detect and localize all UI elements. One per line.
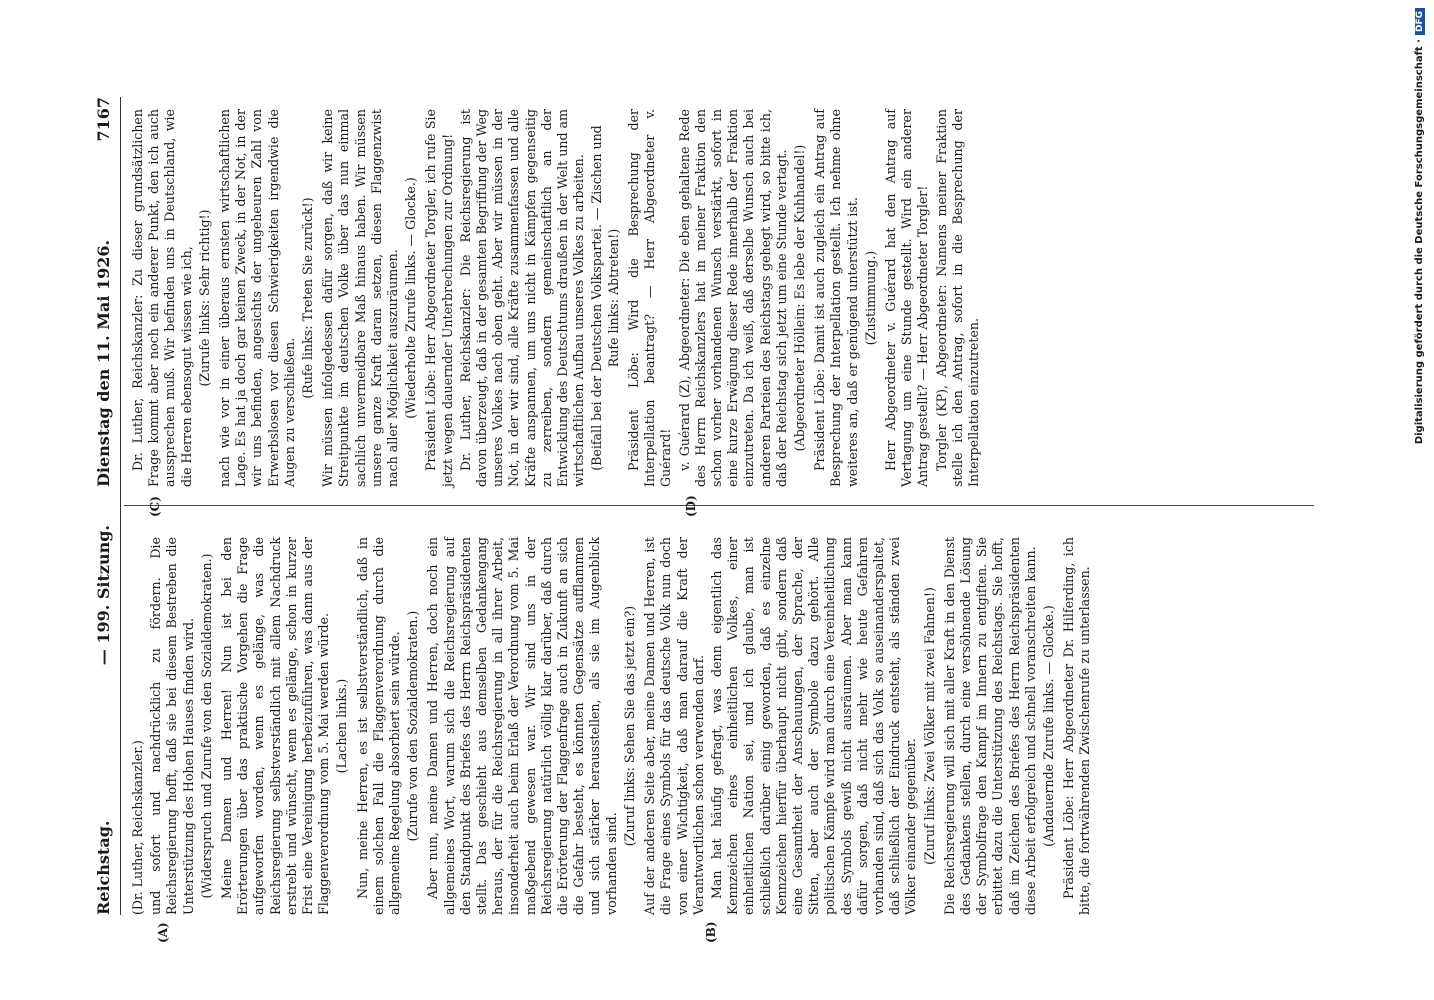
paragraph: nach wie vor in einer überaus ernsten wirtschaftlichen Lage. Es hat ja doch gar keinen Zweck, in der Not, in der wir uns befinden, angesichts der ungeheuren Zahl von Erwerbslosen vor diesen Schwierigkeiten irgendwie die Augen zu verschließen. (217, 109, 297, 487)
paragraph: Meine Damen und Herren! Nun ist bei den Erörterungen über das praktische Vorgehen die Frage aufgeworfen worden, wenn es gelänge, was die Reichsregierung selbstverständlich mit allem Nachdruck erstrebt und wünscht, wenn es gelänge, schon in kurzer Frist eine Vereinigung herbeizuführen, was dann aus der Flaggenverordnung vom 5. Mai werden würde. (219, 537, 332, 915)
interjection: (Widerspruch und Zurufe von den Sozialdemokraten.) (198, 553, 214, 899)
paragraph: und sofort und nachdrücklich zu fördern. Die Reichsregierung hofft, daß sie bei diesem Bestreben die Unterstützung des Hohen Hauses finden wird. (148, 537, 196, 915)
funding-note (1414, 8, 1430, 992)
left-column (130, 537, 1096, 915)
header-rule (120, 97, 121, 915)
margin-mark-c: (C) (148, 496, 162, 517)
speaker-paragraph: Präsident Löbe: Herr Abgeordneter Dr. Hilferding, ich bitte, die fortwährenden Zwischenrufe zu unterlassen. (1061, 537, 1093, 915)
header-left: Reichstag. (94, 820, 113, 915)
dfg-logo: DFG (1415, 8, 1425, 35)
speaker-paragraph: Präsident Löbe: Wird die Besprechung der Interpellation beantragt? — Herr Abgeordneter v. Guérard! (625, 109, 674, 487)
paragraph: Man hat häufig gefragt, was denn eigentlich das Kennzeichen eines einheitlichen Volkes, einer einheitlichen Nation sei, und ich glaube, man ist schließlich darüber einig geworden, daß es einzelne Kennzeichen hierfür überhaupt nicht gibt, sondern daß eine Gesamtheit der Anschauungen, der Sprache, der Sitten, aber auch der Symbole dazu gehört. Alle politischen Kämpfe wird man durch eine Vereinheitlichung des Symbols gewiß nicht ausräumen. Aber man kann dafür sorgen, daß nicht mehr wie heute Gefahren vorhanden sind, daß sich das Volk so auseinanderspaltet, daß schließlich der Eindruck entsteht, als ständen zwei Völker einander gegenüber. (708, 537, 919, 915)
interjection: (Wiederholte Zurufe links. — Glocke.) (403, 177, 419, 419)
paragraph: Auf der anderen Seite aber, meine Damen und Herren, ist die Frage eines Symbols für das deutsche Volk nun doch von einer Wichtigkeit, daß man darauf die Kraft der Verantwortlichen schon verwenden darf. (642, 537, 706, 915)
interjection: (Abgeordneter Höllein: Es lebe der Kuhhandel!) (791, 144, 807, 452)
interjection: (Zuruf links: Sehen Sie das jetzt ein?) (621, 605, 637, 847)
paragraph: Die Reichsregierung will sich mit aller Kraft in den Dienst des Gedankens stellen, durch eine versöhnende Lösung der Symbolfrage den Kampf im Innern zu entgiften. Sie erbittet dazu die Unterstützung des Reichstags. Sie hofft, daß im Zeichen des Briefes des Herrn Reichspräsidenten diese Arbeit erfolgreich und schnell voranschreiten kann. (941, 537, 1038, 915)
paragraph: Nun, meine Herren, es ist selbstverständlich, daß in einem solchen Fall die Flaggenverordnung durch die allgemeine Regelung absorbiert sein würde. (354, 537, 403, 915)
page-number: 7167 (94, 97, 113, 142)
paragraph: Herr Abgeordneter v. Guérard hat den Antrag auf Vertagung um eine Stunde gestellt. Wird ein anderer Antrag gestellt? — Herr Abgeordneter Torgler! (882, 109, 931, 487)
speaker-paragraph: Präsident Löbe: Damit ist auch zugleich ein Antrag auf Besprechung der Interpellation gestellt. Ich nehme ohne weiteres an, daß er genügend unterstützt ist. (812, 109, 860, 487)
column-divider (124, 505, 1314, 506)
interjection: (Beifall bei der Deutschen Volkspartei. — Zischen und Rufe links: Abtreten!) (589, 125, 621, 471)
speaker-paragraph: v. Guérard (Z), Abgeordneter: Die eben gehaltene Rede des Herrn Reichskanzlers hat in meiner Fraktion den schon vorher vorhandenen Wunsch verstärkt, sofort in eine kurze Erwägung dieser Rede innerhalb der Fraktion einzutreten. Da ich weiß, daß derselbe Wunsch auch bei anderen Parteien des Reichstags gehegt wird, so bitte ich, daß der Reichstag sich jetzt um eine Stunde vertagt. (676, 109, 789, 487)
paragraph: Aber nun, meine Damen und Herren, doch noch ein allgemeines Wort, warum sich die Reichsregierung auf den Standpunkt des Briefes des Herrn Reichspräsidenten stellt. Das geschieht aus demselben Gedankengang heraus, der für die Reichsregierung in all ihrer Arbeit, insonderheit auch beim Erlaß der Verordnung vom 5. Mai maßgebend gewesen war. Wir sind uns in der Reichsregierung natürlich völlig klar darüber, daß durch die Erörterung der Flaggenfrage auch in Zukunft an sich die Gefahr besteht, es könnten Gegensätze aufflammen und sich stärker herausstellen, als sie im Augenblick vorhanden sind. (425, 537, 619, 915)
interjection: (Andauernde Zurufe links. — Glocke.) (1040, 605, 1056, 847)
paragraph: Wir müssen infolgedessen dafür sorgen, daß wir keine Streitpunkte im deutschen Volke über das nun einmal sachlich unvermeidbare Maß hinaus haben. Wir müssen unsere ganze Kraft daran setzen, diesen Flaggenzwist nach aller Möglichkeit auszuräumen. (320, 109, 401, 487)
speaker-paragraph: Dr. Luther, Reichskanzler: Die Reichsregierung ist davon überzeugt, daß in der gesamten Begriffung der Weg unseres Volkes nach oben geht. Aber wir müssen in der Not, in der wir sind, alle Kräfte zusammenfassen und alle Kräfte anspannen, um uns nicht in Kämpfen gegenseitig zu zerreiben, sondern gemeinschaftlich an der Entwicklung des Deutschtums draußen in der Welt und am wirtschaftlichen Aufbau unseres Volkes zu arbeiten. (457, 109, 587, 487)
margin-mark-b: (B) (704, 921, 718, 943)
interjection: (Lachen links.) (334, 678, 350, 774)
header-session: — 199. Sitzung. (94, 525, 113, 666)
scanned-page (84, 97, 1324, 943)
speaker-paragraph: Dr. Luther, Reichskanzler: Zu dieser grundsätzlichen Frage kommt aber noch ein anderer Punkt, den ich auch aussprechen muß. Wir befinden uns in Deutschland, wie die Herren ebensogut wissen wie ich, (130, 109, 194, 487)
interjection: (Zustimmung.) (862, 250, 878, 346)
funding-text: Digitalisierung gefördert durch die Deutsche Forschungsgemeinschaft · (1414, 39, 1425, 445)
speaker-paragraph: Torgler (KP), Abgeordneter: Namens meiner Fraktion stelle ich den Antrag, sofort in die Besprechung der Interpellation einzutreten. (933, 109, 981, 487)
paragraph: (Dr. Luther, Reichskanzler.) (130, 740, 145, 915)
margin-mark-a: (A) (156, 922, 170, 943)
interjection: (Zurufe links: Sehr richtig!) (196, 209, 212, 387)
page-header (94, 97, 116, 915)
right-column (130, 109, 984, 487)
margin-mark-d: (D) (684, 495, 698, 517)
page-rotated-content (84, 97, 1324, 943)
interjection: (Rufe links: Treten Sie zurück!) (300, 197, 316, 399)
funding-sidebar (1414, 8, 1430, 992)
interjection: (Zuruf links: Zwei Völker mit zwei Fahnen!) (921, 587, 937, 865)
header-date: Dienstag den 11. Mai 1926. (94, 239, 113, 487)
speaker-paragraph: Präsident Löbe: Herr Abgeordneter Torgler, ich rufe Sie jetzt wegen dauernder Unterbrechungen zur Ordnung! (423, 109, 455, 487)
interjection: (Zurufe von den Sozialdemokraten.) (405, 610, 421, 842)
